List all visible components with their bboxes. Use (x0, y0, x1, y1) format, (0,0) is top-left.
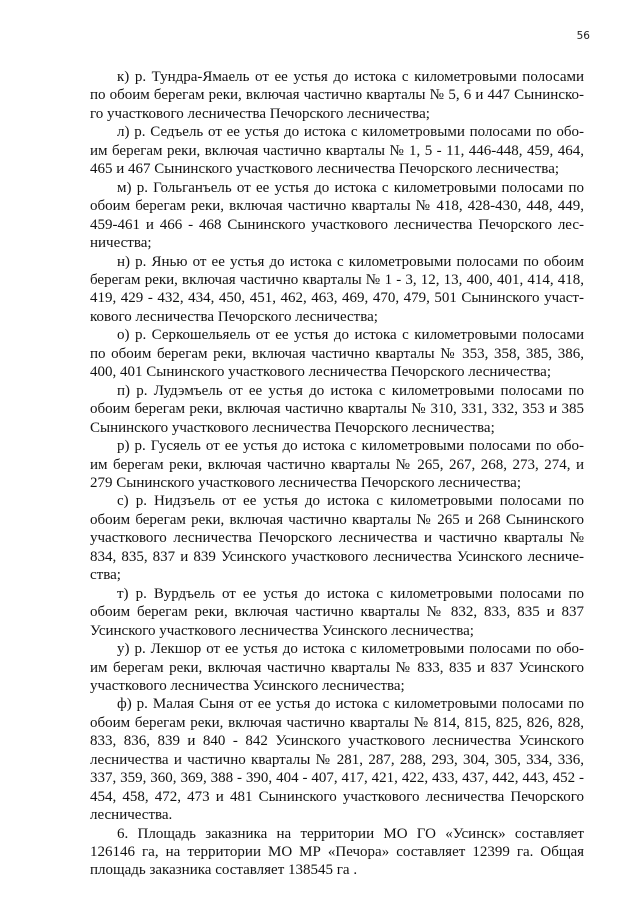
paragraph-o (90, 326, 584, 381)
text-line: л) р. Седъель от ее устья до истока с километровыми полосами по обо- (117, 124, 584, 141)
text-line: п) р. Лудэмъель от ее устья до истока с километровыми полосами по (117, 382, 584, 399)
text-line: лесничества и частично кварталы № 281, 287, 288, 293, 304, 305, 334, 336, (90, 751, 584, 768)
paragraph-area (90, 825, 584, 880)
text-line: у) р. Лекшор от ее устья до истока с километровыми полосами по обо- (117, 641, 584, 658)
text-line: кового лесничества Печорского лесничества; (90, 308, 378, 325)
paragraph-m (90, 179, 584, 253)
text-line: н) р. Янью от ее устья до истока с километровыми полосами по обоим (117, 253, 584, 270)
text-line: площадь заказника составляет 138545 га . (90, 862, 358, 879)
text-line: 126146 га, на территории МО МР «Печора» составляет 12399 га. Общая (90, 844, 584, 861)
text-line: 419, 429 - 432, 434, 450, 451, 462, 463, 469, 470, 479, 501 Сынинского участ- (90, 290, 584, 307)
text-line: по обоим берегам реки, включая частично кварталы № 353, 358, 385, 386, (90, 345, 584, 362)
text-line: обоим берегам реки, включая частично кварталы № 310, 331, 332, 353 и 385 (90, 401, 584, 418)
text-line: по обоим берегам реки, включая частично кварталы № 5, 6 и 447 Сынинско- (90, 87, 584, 104)
text-line: р) р. Гусяель от ее устья до истока с километровыми полосами по обо- (117, 438, 584, 455)
paragraph-u (90, 640, 584, 695)
text-line: 337, 359, 360, 369, 388 - 390, 404 - 407, 417, 421, 422, 433, 437, 442, 443, 452 - (90, 770, 584, 787)
text-line: 465 и 467 Сынинского участкового лесничества Печорского лесничества; (90, 161, 560, 178)
page-number: 56 (576, 30, 590, 42)
text-line: берегам реки, включая частично кварталы № 1 - 3, 12, 13, 400, 401, 414, 418, (90, 271, 584, 288)
text-line: 834, 835, 837 и 839 Усинского участкового лесничества Усинского лесниче- (90, 548, 584, 565)
text-line: ства; (90, 567, 121, 584)
text-line: к) р. Тундра-Ямаель от ее устья до истока с километровыми полосами (117, 69, 584, 85)
paragraph-t (90, 585, 584, 640)
text-line: обоим берегам реки, включая частично кварталы № 265 и 268 Сынинского (90, 511, 584, 528)
text-line: го участкового лесничества Печорского лесничества; (90, 105, 430, 122)
text-line: им берегам реки, включая частично кварталы № 833, 835 и 837 Усинского (90, 659, 584, 676)
text-line: участкового лесничества Усинского лесничества; (90, 677, 405, 694)
text-line: Сынинского участкового лесничества Печорского лесничества; (90, 419, 495, 436)
text-line: обоим берегам реки, включая частично кварталы № 832, 833, 835 и 837 (90, 604, 584, 621)
text-line: м) р. Гольганъель от ее устья до истока с километровыми полосами по (117, 179, 584, 196)
paragraph-r (90, 437, 584, 492)
text-line: 400, 401 Сынинского участкового лесничества Печорского лесничества; (90, 364, 551, 381)
text-line: ф) р. Малая Сыня от ее устья до истока с километровыми полосами по (117, 696, 584, 713)
paragraph-p (90, 382, 584, 437)
text-line: обоим берегам реки, включая частично кварталы № 418, 428-430, 448, 449, (90, 198, 584, 215)
text-line: им берегам реки, включая частично кварталы № 265, 267, 268, 273, 274, и (90, 456, 584, 473)
text-line: 6. Площадь заказника на территории МО ГО «Усинск» составляет (117, 825, 584, 842)
text-line: участкового лесничества Печорского лесничества и частично кварталы № (90, 530, 584, 547)
paragraph-s (90, 492, 584, 584)
text-line: о) р. Серкошельяель от ее устья до истока с километровыми полосами (117, 327, 584, 344)
text-line: с) р. Нидзъель от ее устья до истока с километровыми полосами по (117, 493, 584, 510)
text-line: 279 Сынинского участкового лесничества Печорского лесничества; (90, 474, 521, 491)
text-line: обоим берегам реки, включая частично кварталы № 814, 815, 825, 826, 828, (90, 714, 584, 731)
text-line: 833, 836, 839 и 840 - 842 Усинского участкового лесничества Усинского (90, 733, 584, 750)
text-line: 459-461 и 466 - 468 Сынинского участкового лесничества Печорского лес- (90, 216, 584, 233)
paragraph-f (90, 695, 584, 824)
text-line: Усинского участкового лесничества Усинского лесничества; (90, 622, 474, 639)
text-line: ничества; (90, 235, 152, 252)
document-body (90, 68, 584, 880)
text-line: т) р. Вурдъель от ее устья до истока с километровыми полосами по (117, 585, 584, 602)
paragraph-k (90, 68, 584, 123)
text-line: им берегам реки, включая частично кварталы № 1, 5 - 11, 446-448, 459, 464, (90, 142, 584, 159)
text-line: лесничества. (90, 807, 173, 824)
paragraph-n (90, 253, 584, 327)
paragraph-l (90, 123, 584, 178)
text-line: 454, 458, 472, 473 и 481 Сынинского участкового лесничества Печорского (90, 788, 584, 805)
